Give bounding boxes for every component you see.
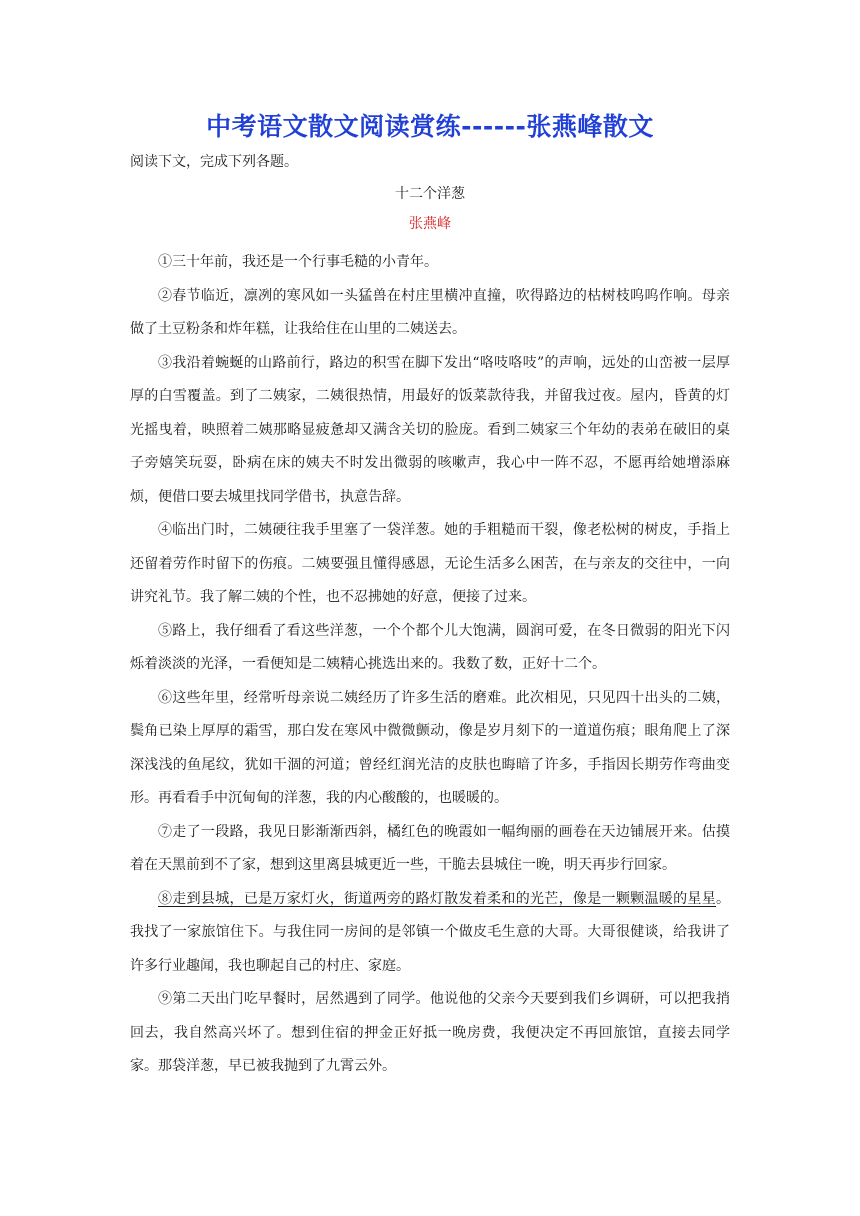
paragraph-3: ③我沿着蜿蜒的山路前行，路边的积雪在脚下发出“咯吱咯吱”的声响，远处的山峦被一层厚厚的白雪覆盖。到了二姨家，二姨很热情，用最好的饭菜款待我，并留我过夜。屋内，昏黄的灯光摇曳着，映照着二姨那略显疲惫却又满含关切的脸庞。看到二姨家三个年幼的表弟在破旧的桌子旁嬉笑玩耍，卧病在床的姨夫不时发出微弱的咳嗽声，我心中一阵不忍，不愿再给她增添麻烦，便借口要去城里找同学借书，执意告辞。: [130, 354, 730, 505]
paragraph-7: ⑦走了一段路，我见日影渐渐西斜，橘红色的晚霞如一幅绚丽的画卷在天边铺展开来。估摸着在天黑前到不了家，想到这里离县城更近一些，干脆去县城住一晚，明天再步行回家。: [130, 823, 730, 873]
paragraph-1: ①三十年前，我还是一个行事毛糙的小青年。: [158, 254, 438, 270]
underlined-sentence: ⑧走到县城，已是万家灯火，街道两旁的路灯散发着柔和的光芒，像是一颗颗温暖的星星: [158, 890, 716, 907]
article-body: [130, 246, 730, 1084]
paragraph-5: ⑤路上，我仔细看了看这些洋葱，一个个都个儿大饱满，圆润可爱，在冬日微弱的阳光下闪烁着淡淡的光泽，一看便知是二姨精心挑选出来的。我数了数，正好十二个。: [130, 622, 730, 672]
instruction-text: 阅读下文，完成下列各题。: [130, 154, 298, 170]
paragraph-9: ⑨第二天出门吃早餐时，居然遇到了同学。他说他的父亲今天要到我们乡调研，可以把我捎回去，我自然高兴坏了。想到住宿的押金正好抵一晚房费，我便决定不再回旅馆，直接去同学家。那袋洋葱，早已被我抛到了九霄云外。: [130, 991, 730, 1074]
article-title: 十二个洋葱: [395, 186, 465, 202]
document-page: [130, 108, 730, 1084]
document-title: 中考语文散文阅读赏练------张燕峰散文: [206, 112, 654, 141]
paragraph-2: ②春节临近，凛冽的寒风如一头猛兽在村庄里横冲直撞，吹得路边的枯树枝呜呜作响。母亲做了土豆粉条和炸年糕，让我给住在山里的二姨送去。: [130, 287, 730, 337]
paragraph-4: ④临出门时，二姨硬往我手里塞了一袋洋葱。她的手粗糙而干裂，像老松树的树皮，手指上还留着劳作时留下的伤痕。二姨要强且懂得感恩，无论生活多么困苦，在与亲友的交往中，一向讲究礼节。我了解二姨的个性，也不忍拂她的好意，便接了过来。: [130, 522, 730, 605]
paragraph-6: ⑥这些年里，经常听母亲说二姨经历了许多生活的磨难。此次相见，只见四十出头的二姨，鬓角已染上厚厚的霜雪，那白发在寒风中微微颤动，像是岁月刻下的一道道伤痕；眼角爬上了深深浅浅的鱼尾纹，犹如干涸的河道；曾经红润光洁的皮肤也晦暗了许多，手指因长期劳作弯曲变形。再看看手中沉甸甸的洋葱，我的内心酸酸的，也暖暖的。: [130, 689, 730, 806]
paragraph-8: [130, 883, 730, 984]
author-name: 张燕峰: [409, 216, 451, 232]
paragraph-8-rest: 。我找了一家旅馆住下。与我住同一房间的是邻镇一个做皮毛生意的大哥。大哥很健谈，给我讲了许多行业趣闻，我也聊起自己的村庄、家庭。: [130, 890, 730, 974]
